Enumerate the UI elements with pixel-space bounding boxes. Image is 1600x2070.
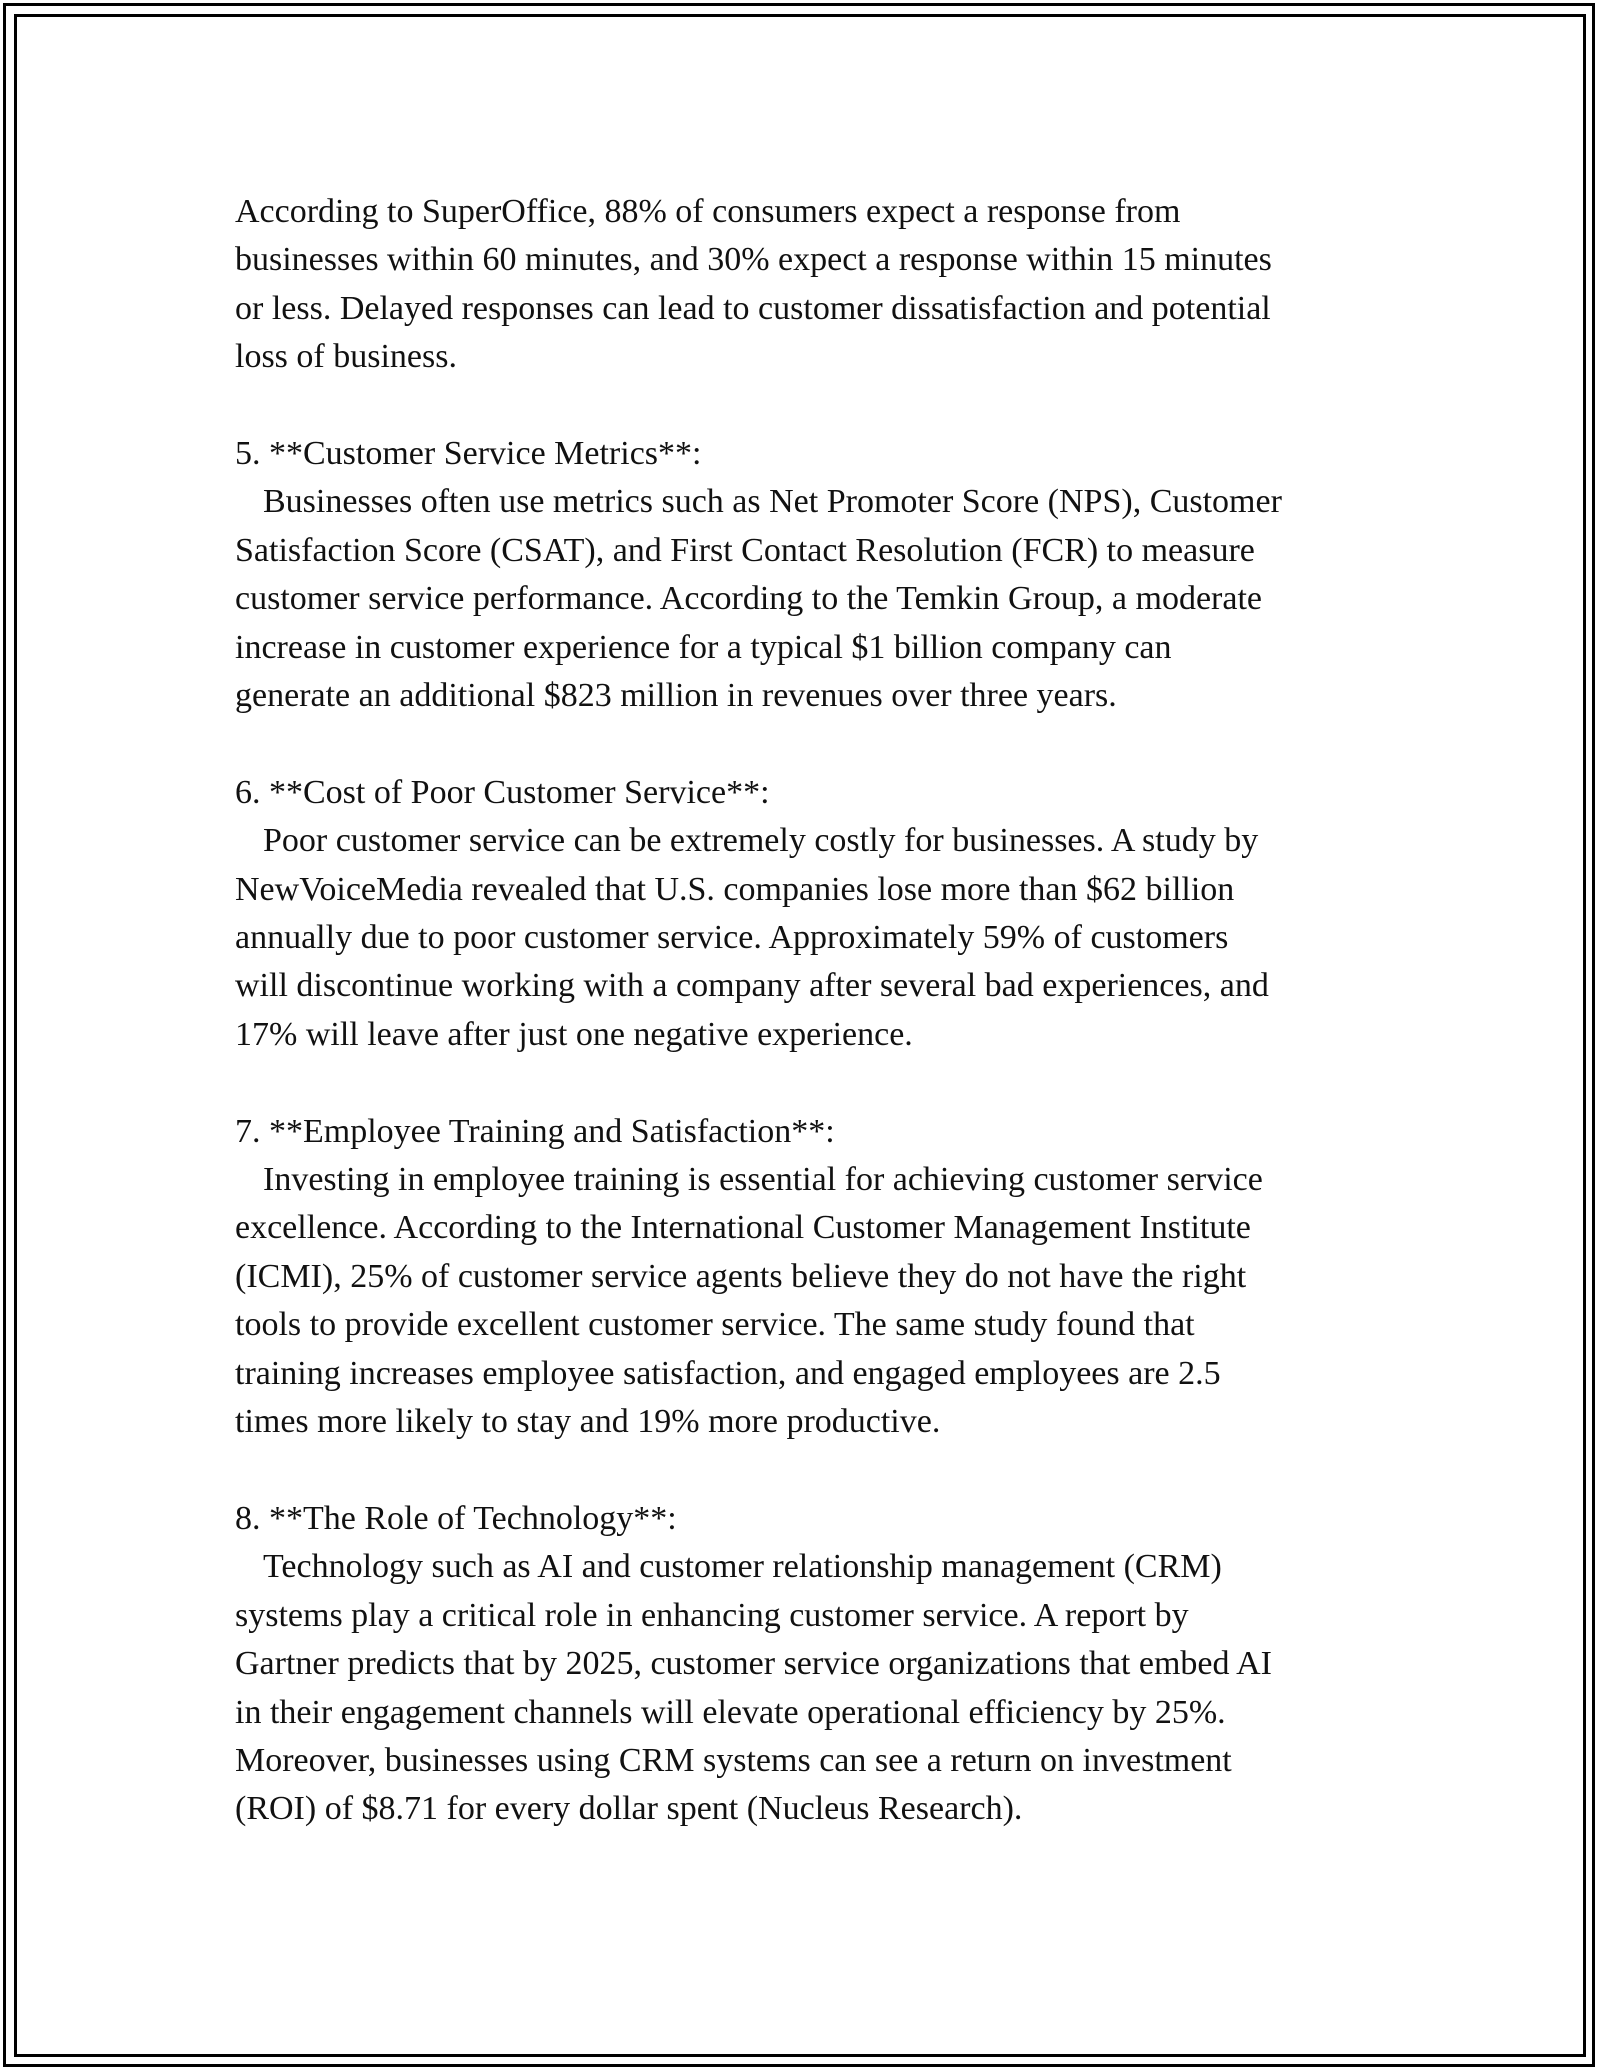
section-heading: 8. **The Role of Technology**: [235, 1499, 677, 1537]
section-heading: 5. **Customer Service Metrics**: [235, 435, 702, 473]
section-role-of-technology [235, 1495, 1385, 1834]
section-heading: 7. **Employee Training and Satisfaction**: [235, 1112, 835, 1150]
document-body [235, 188, 1385, 1834]
section-body: Technology such as AI and customer relationship management (CRM) systems play a critical role in enhancing customer service. A report by Gartner predicts that by 2025, customer service organizations that embed AI in their engagement channels will elevate operational efficiency by 25%. Moreover, businesses using CRM systems can see a return on investment (ROI) of $8.71 for every dollar spent (Nucleus Research). [235, 1548, 1272, 1828]
section-body: Poor customer service can be extremely costly for businesses. A study by NewVoiceMedia revealed that U.S. companies lose more than $62 billion annually due to poor customer service. Approximately 59% of customers will discontinue working with a company after several bad experiences, and 17% will leave after just one negative experience. [235, 822, 1269, 1053]
section-employee-training [235, 1108, 1385, 1447]
intro-paragraph: According to SuperOffice, 88% of consumers expect a response from businesses within 60 minutes, and 30% expect a response within 15 minutes or less. Delayed responses can lead to customer dissatisfaction and potential loss of business. [235, 193, 1272, 376]
section-body: Investing in employee training is essential for achieving customer service excellence. According to the International Customer Management Institute (ICMI), 25% of customer service agents believe they do not have the right tools to provide excellent customer service. The same study found that training increases employee satisfaction, and engaged employees are 2.5 times more likely to stay and 19% more productive. [235, 1161, 1263, 1441]
section-customer-service-metrics [235, 430, 1385, 720]
section-body: Businesses often use metrics such as Net Promoter Score (NPS), Customer Satisfaction Score (CSAT), and First Contact Resolution (FCR) to measure customer service performance. According to the Temkin Group, a moderate increase in customer experience for a typical $1 billion company can generate an additional $823 million in revenues over three years. [235, 483, 1282, 715]
section-heading: 6. **Cost of Poor Customer Service**: [235, 773, 770, 811]
section-cost-of-poor-service [235, 769, 1385, 1059]
